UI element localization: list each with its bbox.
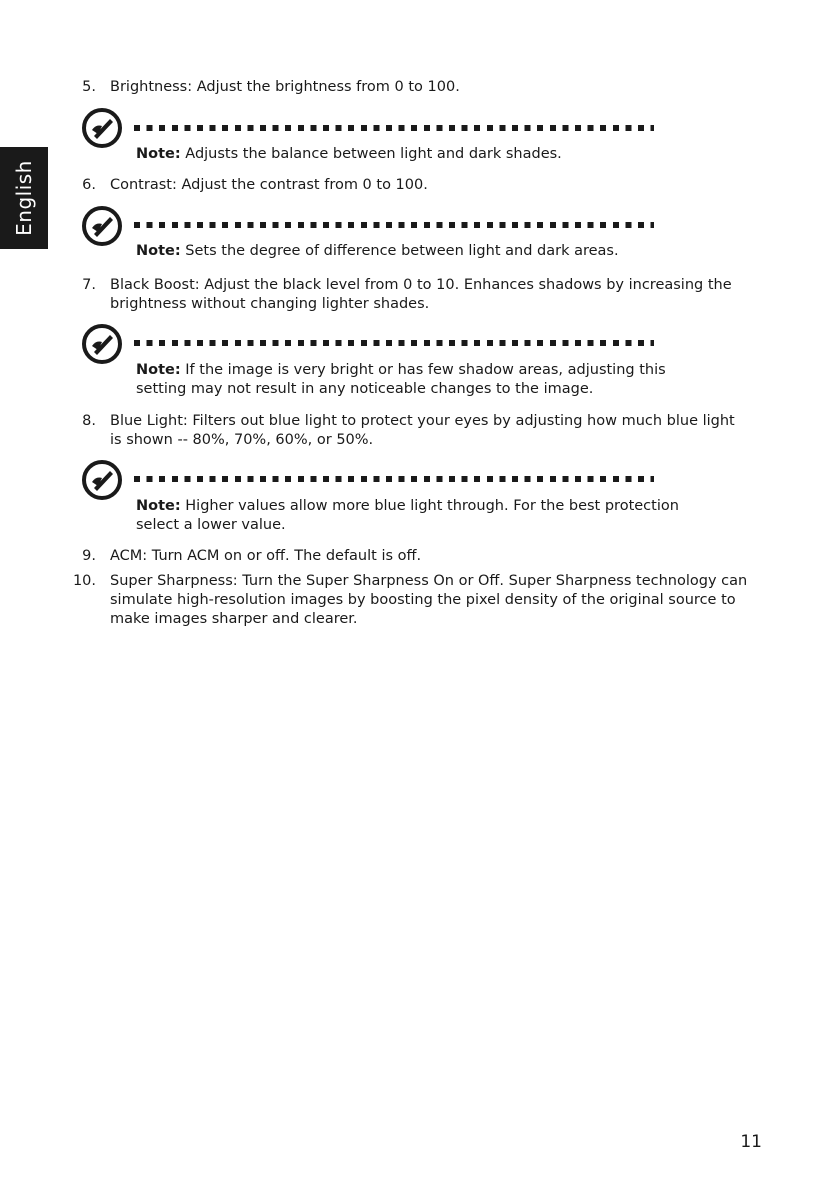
note	[136, 361, 696, 399]
note-hand-icon	[80, 106, 124, 150]
item-number: 7.	[82, 277, 96, 293]
note-text: Adjusts the balance between light and dark shades.	[185, 146, 562, 162]
language-tab	[0, 147, 48, 249]
note-label: Note:	[136, 498, 181, 514]
note-label: Note:	[136, 146, 181, 162]
item-text: ACM: Turn ACM on or off. The default is off.	[110, 548, 422, 564]
note-hand-icon	[80, 458, 124, 502]
note-hand-icon	[80, 322, 124, 366]
item-number: 5.	[82, 79, 96, 95]
note-divider	[134, 340, 654, 346]
language-tab-label: English	[12, 160, 36, 236]
item-text: Contrast: Adjust the contrast from 0 to 100.	[110, 177, 428, 193]
item-text: Brightness: Adjust the brightness from 0 to 100.	[110, 79, 460, 95]
item-number: 6.	[82, 177, 96, 193]
note-divider	[134, 125, 654, 131]
note-label: Note:	[136, 243, 181, 259]
item-number: 8.	[82, 413, 96, 429]
item-number: 10.	[72, 573, 96, 589]
item-number: 9.	[82, 548, 96, 564]
note	[136, 145, 696, 164]
note	[136, 497, 696, 535]
item-text: Blue Light: Filters out blue light to protect your eyes by adjusting how much blue light is shown -- 80%, 70%, 60%, or 50%.	[110, 413, 735, 448]
note-divider	[134, 476, 654, 482]
note	[136, 242, 696, 261]
note-hand-icon	[80, 204, 124, 248]
page-number: 11	[740, 1132, 762, 1152]
item-text: Black Boost: Adjust the black level from 0 to 10. Enhances shadows by increasing the brightness without changing lighter shades.	[110, 277, 732, 312]
note-text: Higher values allow more blue light through. For the best protection select a lower value.	[136, 498, 679, 533]
note-divider	[134, 222, 654, 228]
note-text: If the image is very bright or has few shadow areas, adjusting this setting may not result in any noticeable changes to the image.	[136, 362, 666, 397]
item-text: Super Sharpness: Turn the Super Sharpness On or Off. Super Sharpness technology can simulate high-resolution images by boosting the pixel density of the original source to make images sharper and clearer.	[110, 573, 748, 627]
note-label: Note:	[136, 362, 181, 378]
note-text: Sets the degree of difference between light and dark areas.	[185, 243, 619, 259]
